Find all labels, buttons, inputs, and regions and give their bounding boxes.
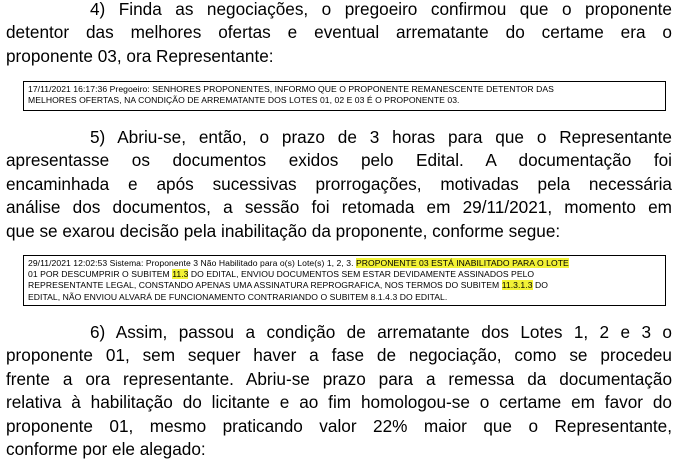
paragraph-5 xyxy=(6,126,672,243)
paragraph-4 xyxy=(6,0,672,68)
paragraph-line: detentor das melhores ofertas e eventual arrematante do certame era o xyxy=(6,22,672,43)
paragraph-line: frente a ora representante. Abriu-se prazo para a remessa da documentação xyxy=(6,368,672,389)
highlighted-text: 11.3 xyxy=(172,269,189,280)
message-text: EDITAL, NÃO ENVIOU ALVARÁ DE FUNCIONAMENTO CONTRARIANDO O SUBITEM 8.1.4.3 DO EDITAL. xyxy=(28,291,448,302)
message-timestamp: 17/11/2021 16:17:36 xyxy=(28,84,108,94)
paragraph-line: conforme por ele alegado: xyxy=(6,439,206,460)
paragraph-6 xyxy=(6,321,672,461)
paragraph-line: proponente 01, mesmo praticando valor 22% maior que o Representante, xyxy=(6,415,672,436)
message-header: 29/11/2021 12:02:53 Sistema: Proponente 3 Não Habilitado para o(s) Lote(s) 1, 2, 3. xyxy=(28,258,356,268)
paragraph-line: 4) Finda as negociações, o pregoeiro confirmou que o proponente xyxy=(90,0,672,19)
quoted-system-message-1 xyxy=(23,81,666,111)
message-text: MELHORES OFERTAS, NA CONDIÇÃO DE ARREMATANTE DOS LOTES 01, 02 E 03 É O PROPONENTE 03. xyxy=(28,95,460,106)
message-text: SENHORES PROPONENTES, INFORMO QUE O PROPONENTE REMANESCENTE DETENTOR DAS xyxy=(152,84,554,94)
message-text: DO EDITAL, ENVIOU DOCUMENTOS SEM ESTAR DEVIDAMENTE ASSINADOS PELO xyxy=(188,269,535,280)
message-text: DO xyxy=(532,280,548,291)
paragraph-line: análise dos documentos, a sessão foi retomada em 29/11/2021, momento em xyxy=(6,197,672,218)
quoted-system-message-2 xyxy=(23,255,666,306)
message-sender: Pregoeiro: xyxy=(109,84,150,94)
message-text: 01 POR DESCUMPRIR O SUBITEM xyxy=(28,269,173,280)
paragraph-line: 6) Assim, passou a condição de arrematante dos Lotes 1, 2 e 3 o xyxy=(90,322,672,342)
paragraph-line: proponente 03, ora Representante: xyxy=(6,45,274,66)
paragraph-line: relativa à habilitação do licitante e ao fim homologou-se o certame em favor do xyxy=(6,392,672,413)
paragraph-line: que se exarou decisão pela inabilitação da proponente, conforme segue: xyxy=(6,220,561,241)
highlighted-text: 11.3.1.3 xyxy=(501,280,533,291)
message-text: REPRESENTANTE LEGAL, CONSTANDO APENAS UMA ASSINATURA REPROGRAFICA, NOS TERMOS DO SUBITEM xyxy=(28,280,502,291)
paragraph-line: apresentasse os documentos exidos pelo Edital. A documentação foi xyxy=(6,150,672,171)
highlighted-text: PROPONENTE 03 ESTÁ INABILITADO PARA O LOTE xyxy=(355,258,569,268)
paragraph-line: proponente 01, sem sequer haver a fase de negociação, como se procedeu xyxy=(6,345,672,366)
paragraph-line: encaminhada e após sucessivas prorrogações, motivadas pela necessária xyxy=(6,173,672,194)
paragraph-line: 5) Abriu-se, então, o prazo de 3 horas para que o Representante xyxy=(90,127,672,147)
